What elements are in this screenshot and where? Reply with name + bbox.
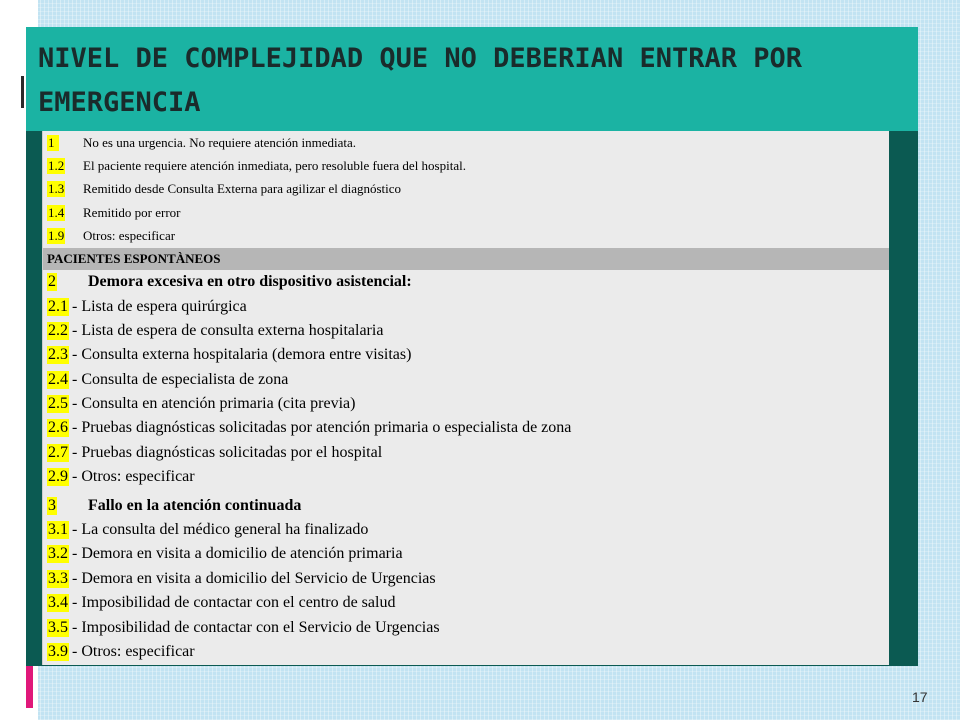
table-row <box>43 591 889 615</box>
table-row <box>43 368 889 392</box>
row-description: - Lista de espera de consulta externa hospitalaria <box>72 321 384 339</box>
row-code: 3.2 <box>48 545 68 563</box>
slide-title: NIVEL DE COMPLEJIDAD QUE NO DEBERIAN ENTRAR POR EMERGENCIA <box>38 43 803 118</box>
table-row <box>43 343 889 367</box>
row-code: 2 <box>48 273 56 291</box>
row-code: 1.2 <box>48 158 65 174</box>
row-code: 1 <box>47 135 59 151</box>
table-row <box>43 640 889 664</box>
table-row <box>43 270 889 294</box>
row-code: 2.3 <box>48 346 68 364</box>
row-description: - Lista de espera quirúrgica <box>72 297 247 315</box>
row-description: - Otros: especificar <box>72 468 195 486</box>
table-row <box>43 131 889 154</box>
accent-bar <box>26 666 33 708</box>
row-description: - Pruebas diagnósticas solicitadas por atención primaria o especialista de zona <box>72 419 572 437</box>
row-code: 2.1 <box>48 297 68 315</box>
title-tick-mark <box>21 76 24 108</box>
row-code: 1.9 <box>48 228 65 244</box>
table-row <box>43 154 889 177</box>
row-code: 2.9 <box>48 468 68 486</box>
page-number: 17 <box>912 689 928 705</box>
row-description: Otros: especificar <box>83 228 176 244</box>
row-description: - Otros: especificar <box>72 643 195 660</box>
table-row <box>43 319 889 343</box>
row-description: Remitido por error <box>83 204 181 220</box>
row-code: 2.7 <box>48 443 68 461</box>
row-code: 3.4 <box>48 594 68 612</box>
row-description: - Consulta externa hospitalaria (demora entre visitas) <box>72 346 412 364</box>
row-description: - Pruebas diagnósticas solicitadas por el hospital <box>72 443 383 461</box>
row-code: 3.1 <box>48 521 68 539</box>
table-row <box>43 201 889 224</box>
table-row <box>43 178 889 201</box>
row-description: No es una urgencia. No requiere atención inmediata. <box>83 134 357 150</box>
row-description: - Imposibilidad de contactar con el Servicio de Urgencias <box>72 618 440 636</box>
title-box <box>26 27 918 131</box>
table-row <box>43 294 889 318</box>
row-code: 1.4 <box>48 204 65 220</box>
row-description: - Consulta de especialista de zona <box>72 370 289 388</box>
table-row <box>43 615 889 639</box>
group-1 <box>43 131 889 248</box>
classification-table <box>42 131 889 665</box>
table-row <box>43 416 889 440</box>
row-code: 2.5 <box>48 395 68 413</box>
row-description: - Demora en visita a domicilio del Servicio de Urgencias <box>72 569 436 587</box>
row-code: 3 <box>48 496 56 514</box>
table-row <box>43 567 889 591</box>
row-description: Demora excesiva en otro dispositivo asistencial: <box>88 273 412 291</box>
table-row <box>43 542 889 566</box>
row-description: - Imposibilidad de contactar con el centro de salud <box>72 594 396 612</box>
row-description: - La consulta del médico general ha finalizado <box>72 521 369 539</box>
table-row <box>43 493 889 517</box>
row-code: 2.4 <box>48 370 68 388</box>
row-code: 3.3 <box>48 569 68 587</box>
group-2 <box>43 270 889 490</box>
row-code: 3.5 <box>48 618 68 636</box>
row-description: Fallo en la atención continuada <box>88 496 302 514</box>
group-3 <box>43 493 889 664</box>
row-description: - Consulta en atención primaria (cita previa) <box>72 395 356 413</box>
table-row <box>43 465 889 489</box>
section-header: PACIENTES ESPONTÀNEOS <box>43 248 889 270</box>
row-description: - Demora en visita a domicilio de atención primaria <box>72 545 403 563</box>
table-row <box>43 392 889 416</box>
table-row <box>43 225 889 248</box>
row-code: 2.6 <box>48 419 68 437</box>
row-description: Remitido desde Consulta Externa para agilizar el diagnóstico <box>83 181 402 197</box>
row-description: El paciente requiere atención inmediata, pero resoluble fuera del hospital. <box>83 158 466 174</box>
row-code: 1.3 <box>48 181 65 197</box>
table-row <box>43 518 889 542</box>
row-code: 2.2 <box>48 321 68 339</box>
row-code: 3.9 <box>48 643 68 660</box>
table-row <box>43 441 889 465</box>
